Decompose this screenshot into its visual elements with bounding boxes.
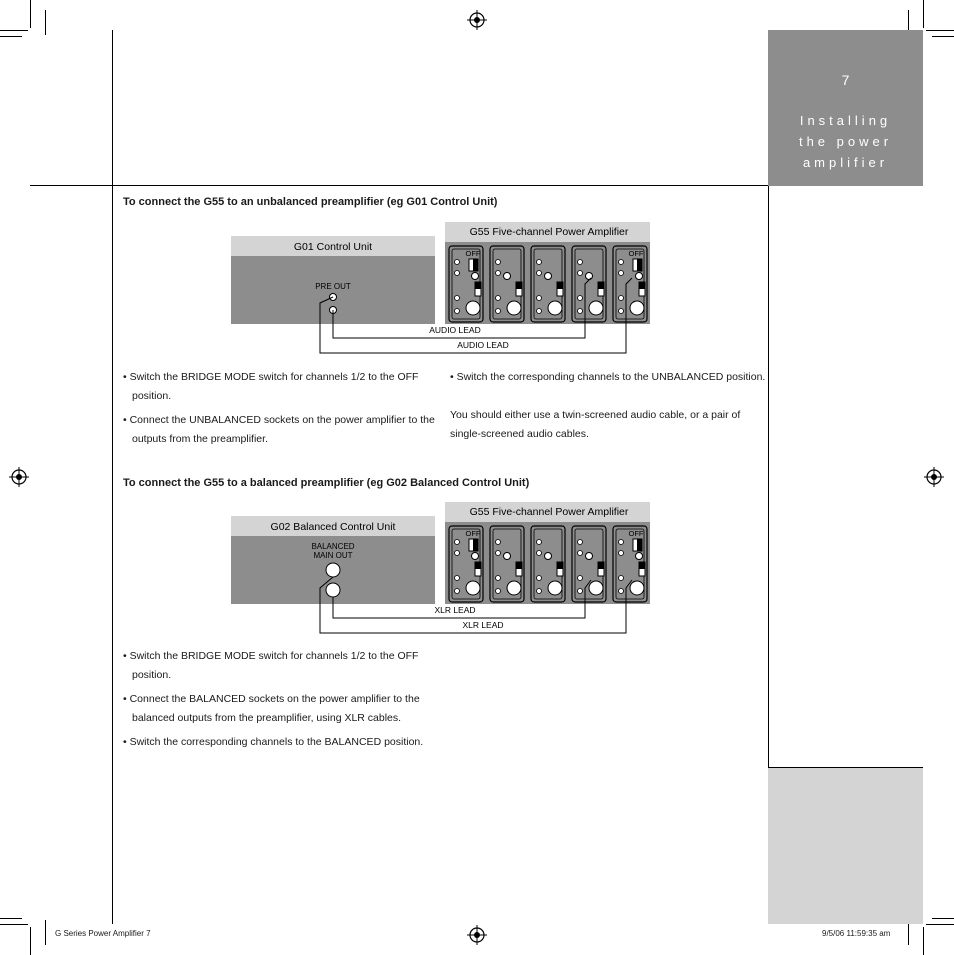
indicator-icon — [496, 589, 501, 594]
section2-heading: To connect the G55 to a balanced preamplifier (eg G02 Balanced Control Unit) — [123, 477, 530, 489]
indicator-icon — [537, 296, 542, 301]
indicator-icon — [578, 576, 583, 581]
section-title-line: amplifier — [802, 155, 889, 170]
indicator-icon — [619, 576, 624, 581]
page-number: 7 — [841, 72, 850, 88]
xlr-socket-icon — [326, 563, 340, 577]
indicator-icon — [619, 540, 624, 545]
rca-socket-icon — [586, 553, 593, 560]
header-rule — [30, 185, 768, 186]
instruction-bullet: • Switch the corresponding channels to the UNBALANCED position. — [450, 371, 766, 383]
indicator-icon — [455, 540, 460, 545]
registration-mark-icon — [467, 10, 487, 30]
indicator-icon — [578, 540, 583, 545]
indicator-icon — [619, 260, 624, 265]
indicator-icon — [578, 296, 583, 301]
indicator-icon — [619, 296, 624, 301]
indicator-icon — [619, 309, 624, 314]
xlr-socket-icon — [589, 581, 603, 595]
indicator-icon — [578, 271, 583, 276]
lead-label: AUDIO LEAD — [429, 325, 481, 335]
indicator-icon — [537, 271, 542, 276]
control-unit — [231, 516, 435, 604]
xlr-socket-icon — [507, 301, 521, 315]
indicator-icon — [537, 260, 542, 265]
amp-channel — [490, 526, 524, 602]
indicator-icon — [578, 589, 583, 594]
rca-socket-icon — [636, 553, 643, 560]
indicator-icon — [455, 309, 460, 314]
instruction-bullet: • Connect the BALANCED sockets on the power amplifier to the balanced outputs from the preamplifier, using XLR cables. — [123, 693, 420, 724]
rca-socket-icon — [504, 553, 511, 560]
indicator-icon — [619, 589, 624, 594]
rca-socket-icon — [636, 273, 643, 280]
registration-mark-icon — [467, 925, 487, 945]
amp-channel — [531, 526, 565, 602]
xlr-socket-icon — [630, 301, 644, 315]
switch-off-label: OFF — [628, 249, 644, 258]
xlr-socket-icon — [466, 301, 480, 315]
xlr-socket-icon — [326, 583, 340, 597]
instruction-note: You should either use a twin-screened audio cable, or a pair of single-screened audio cables. — [450, 409, 741, 440]
xlr-socket-icon — [548, 301, 562, 315]
amp-channel — [531, 246, 565, 322]
indicator-icon — [619, 271, 624, 276]
indicator-icon — [496, 271, 501, 276]
indicator-icon — [455, 271, 460, 276]
lead-label: XLR LEAD — [434, 605, 476, 615]
section-title — [768, 110, 923, 173]
switch-off-label: OFF — [628, 529, 644, 538]
instruction-bullet: • Switch the BRIDGE MODE switch for channels 1/2 to the OFF position. — [123, 650, 419, 681]
section-title-line: the power — [798, 134, 893, 149]
balanced-connection-diagram — [225, 498, 655, 638]
output-label: PRE OUT — [315, 282, 351, 291]
indicator-icon — [619, 551, 624, 556]
indicator-icon — [455, 260, 460, 265]
amp-channel — [490, 246, 524, 322]
registration-mark-icon — [924, 467, 944, 487]
registration-mark-icon — [9, 467, 29, 487]
xlr-socket-icon — [630, 581, 644, 595]
indicator-icon — [578, 309, 583, 314]
rca-socket-icon — [586, 273, 593, 280]
indicator-icon — [578, 260, 583, 265]
amp-channel — [572, 526, 606, 602]
instruction-bullet: • Switch the BRIDGE MODE switch for channels 1/2 to the OFF position. — [123, 371, 419, 402]
sidebar-header — [768, 30, 923, 186]
power-amplifier — [445, 502, 650, 604]
xlr-socket-icon — [466, 581, 480, 595]
rca-socket-icon — [472, 553, 479, 560]
control-unit-label: G02 Balanced Control Unit — [270, 521, 396, 533]
lead-label: XLR LEAD — [462, 620, 504, 630]
rca-socket-icon — [504, 273, 511, 280]
sidebar-footer-panel — [768, 768, 923, 924]
rca-socket-icon — [545, 273, 552, 280]
indicator-icon — [496, 309, 501, 314]
rca-socket-icon — [545, 553, 552, 560]
instruction-bullet: • Connect the UNBALANCED sockets on the power amplifier to the outputs from the preamplifier. — [123, 414, 435, 445]
indicator-icon — [455, 576, 460, 581]
indicator-icon — [537, 576, 542, 581]
xlr-socket-icon — [548, 581, 562, 595]
indicator-icon — [496, 576, 501, 581]
indicator-icon — [496, 551, 501, 556]
indicator-icon — [537, 551, 542, 556]
amp-label: G55 Five-channel Power Amplifier — [469, 506, 629, 518]
indicator-icon — [455, 296, 460, 301]
output-label: BALANCED — [311, 542, 355, 551]
instruction-bullet: • Switch the corresponding channels to the BALANCED position. — [123, 736, 424, 748]
footer-left: G Series Power Amplifier 7 — [55, 929, 151, 938]
control-unit-label: G01 Control Unit — [293, 241, 373, 253]
indicator-icon — [496, 540, 501, 545]
indicator-icon — [455, 589, 460, 594]
indicator-icon — [537, 309, 542, 314]
indicator-icon — [537, 589, 542, 594]
indicator-icon — [496, 260, 501, 265]
unbalanced-connection-diagram — [225, 218, 655, 358]
section-title-line: Installing — [799, 113, 892, 128]
indicator-icon — [578, 551, 583, 556]
output-label: MAIN OUT — [313, 551, 353, 560]
page-margin-line — [112, 30, 113, 924]
section1-heading: To connect the G55 to an unbalanced preamplifier (eg G01 Control Unit) — [123, 196, 498, 208]
switch-off-label: OFF — [465, 249, 481, 258]
xlr-socket-icon — [507, 581, 521, 595]
switch-off-label: OFF — [465, 529, 481, 538]
amp-channel — [572, 246, 606, 322]
rca-socket-icon — [472, 273, 479, 280]
indicator-icon — [455, 551, 460, 556]
amp-label: G55 Five-channel Power Amplifier — [469, 226, 629, 238]
footer-right: 9/5/06 11:59:35 am — [822, 929, 891, 938]
power-amplifier — [445, 222, 650, 324]
indicator-icon — [496, 296, 501, 301]
indicator-icon — [537, 540, 542, 545]
xlr-socket-icon — [589, 301, 603, 315]
lead-label: AUDIO LEAD — [457, 340, 509, 350]
